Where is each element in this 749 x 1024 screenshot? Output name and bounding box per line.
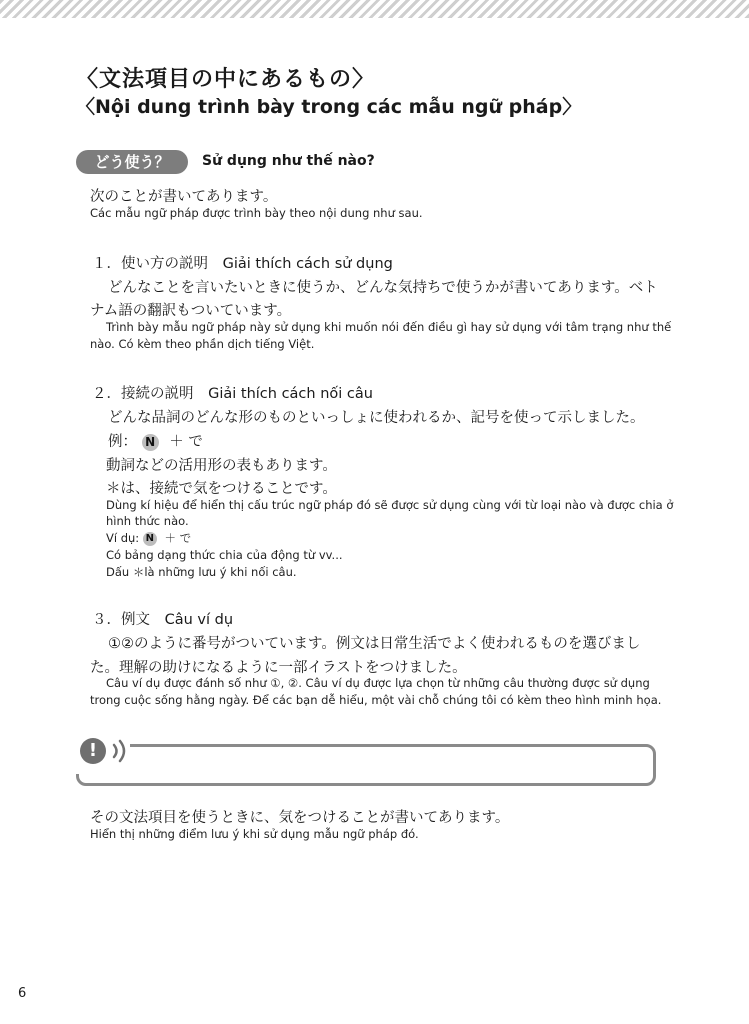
page-title-jp: 〈文法項目の中にあるもの〉 <box>76 67 376 92</box>
intro-jp: 次のことが書いてあります。 <box>90 189 278 205</box>
section-1-body-vi-1: Trình bày mẫu ngữ pháp này sử dụng khi muốn nói đến điều gì hay sử dụng với tâm trạng như thế <box>106 320 672 334</box>
caution-body-jp: その文法項目を使うときに、気をつけることが書いてあります。 <box>90 810 510 826</box>
section-1-body-jp-1: どんなことを言いたいときに使うか、どんな気持ちで使うかが書いてあります。ベト <box>108 280 658 296</box>
caution-box <box>76 744 656 786</box>
section-1-body-vi-2: nào. Có kèm theo phần dịch tiếng Việt. <box>90 337 315 351</box>
section-3-body-jp-1: ①②のように番号がついています。例文は日常生活でよく使われるものを選びまし <box>108 636 641 652</box>
page-title-vi: 〈Nội dung trình bày trong các mẫu ngữ pháp〉 <box>76 96 582 118</box>
section-2-heading-jp: ２．接続の説明 <box>92 386 194 402</box>
example-label-vi: Ví dụ: <box>106 531 140 545</box>
section-3-heading-vi: Câu ví dụ <box>164 612 234 628</box>
section-2-example-jp <box>108 430 203 451</box>
section-2-body-jp-3: ＊は、接続で気をつけることです。 <box>106 481 337 497</box>
how-to-subtitle: Sử dụng như thế nào? <box>202 153 375 169</box>
section-2-body-vi-4: Dấu ＊là những lưu ý khi nối câu. <box>106 565 297 579</box>
how-to-badge: どう使う？ <box>76 150 188 174</box>
example-label-jp: 例： <box>108 434 137 450</box>
page-number: 6 <box>18 986 27 1001</box>
example-tail-vi: ＋ で <box>164 531 192 545</box>
section-2-body-vi-2: hình thức nào. <box>106 514 189 528</box>
section-2-body-jp-1: どんな品詞のどんな形のものといっしょに使われるか、記号を使って示しました。 <box>108 410 645 426</box>
section-3-heading-jp: ３．例文 <box>92 612 150 628</box>
header-stripe <box>0 0 749 18</box>
section-3-body-vi-2: trong cuộc sống hằng ngày. Để các bạn dễ hiểu, một vài chỗ chúng tôi có kèm theo hình minh họa. <box>90 693 662 707</box>
section-2-example-vi <box>106 530 191 546</box>
noun-symbol-badge-vi: N <box>143 532 157 546</box>
section-3-heading <box>92 608 233 629</box>
exclamation-icon: ! <box>80 738 106 764</box>
sound-waves-icon <box>110 736 134 766</box>
example-tail-jp: ＋ で <box>169 434 203 450</box>
section-2-body-jp-2: 動詞などの活用形の表もあります。 <box>106 458 337 474</box>
intro-vi: Các mẫu ngữ pháp được trình bày theo nội dung như sau. <box>90 206 423 220</box>
section-1-heading-jp: １．使い方の説明 <box>92 256 208 272</box>
section-1-heading <box>92 252 393 273</box>
section-1-heading-vi: Giải thích cách sử dụng <box>222 256 393 272</box>
section-3-body-jp-2: た。理解の助けになるように一部イラストをつけました。 <box>90 660 467 676</box>
section-2-heading <box>92 382 373 403</box>
section-2-heading-vi: Giải thích cách nối câu <box>208 386 373 402</box>
section-2-body-vi-3: Có bảng dạng thức chia của động từ vv... <box>106 548 343 562</box>
noun-symbol-badge: N <box>142 434 159 451</box>
section-2-body-vi-1: Dùng kí hiệu để hiển thị cấu trúc ngữ pháp đó sẽ được sử dụng cùng với từ loại nào và được chia ở <box>106 498 674 512</box>
section-3-body-vi-1: Câu ví dụ được đánh số như ①, ②. Câu ví dụ được lựa chọn từ những câu thường được sử dụng <box>106 676 650 690</box>
caution-body-vi: Hiển thị những điểm lưu ý khi sử dụng mẫu ngữ pháp đó. <box>90 827 419 841</box>
section-1-body-jp-2: ナム語の翻訳もついています。 <box>90 303 292 319</box>
